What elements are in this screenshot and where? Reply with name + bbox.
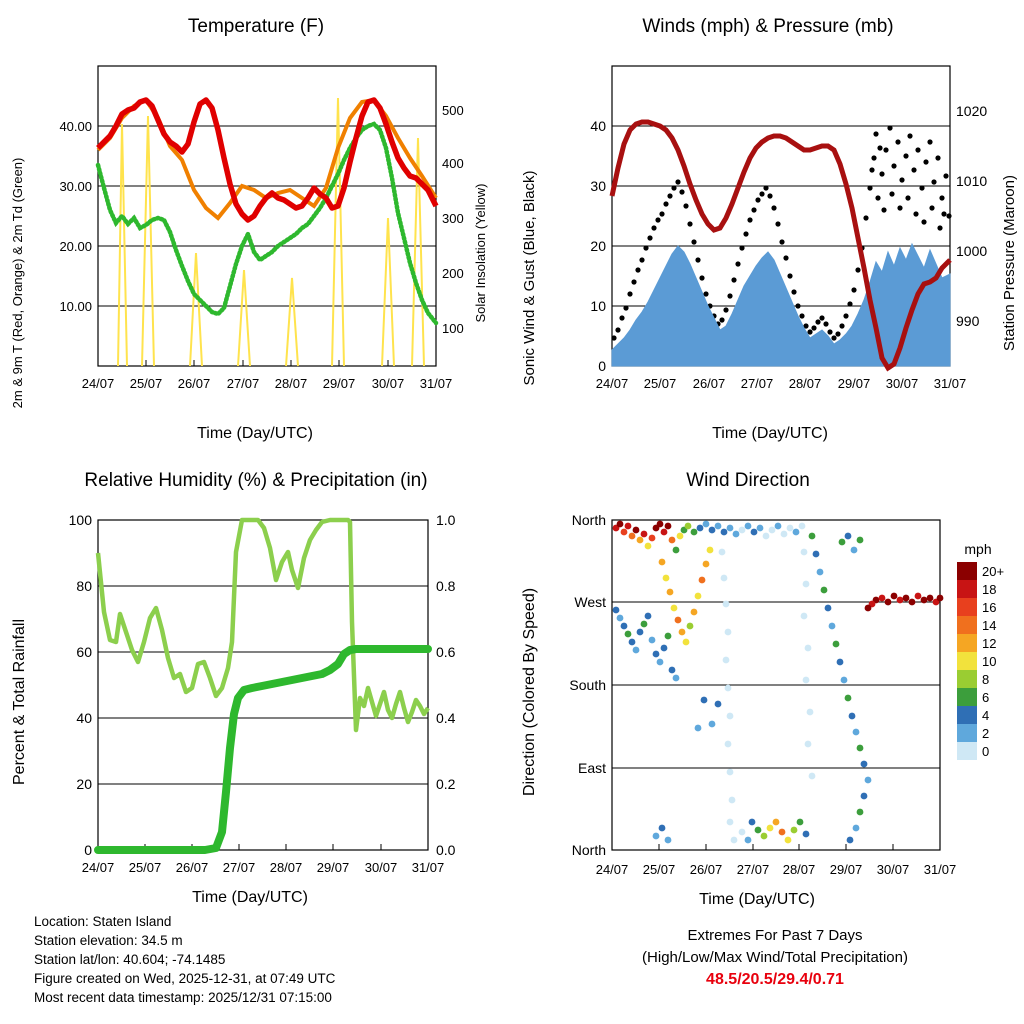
panel-temperature	[0, 16, 512, 456]
svg-text:20: 20	[76, 776, 92, 792]
svg-text:East: East	[577, 760, 606, 776]
svg-text:28/07: 28/07	[269, 860, 303, 875]
svg-text:0.0: 0.0	[436, 842, 456, 858]
temperature-ytick-20: 20.00	[59, 239, 92, 254]
temperature-ytick-right-200: 200	[442, 266, 464, 281]
temperature-ytick-40: 40.00	[59, 119, 92, 134]
svg-text:40: 40	[590, 118, 606, 134]
svg-text:27/07: 27/07	[736, 862, 770, 877]
svg-text:28/07: 28/07	[274, 376, 308, 391]
svg-text:28/07: 28/07	[782, 862, 816, 877]
panel-winds	[512, 16, 1024, 456]
svg-text:0.6: 0.6	[436, 644, 456, 660]
colorbar-label-4: 4	[982, 708, 990, 723]
humidity-ylabel-left: Percent & Total Rainfall	[11, 618, 28, 786]
winds-ylabel-left: Sonic Wind & Gust (Blue, Black)	[521, 170, 538, 386]
temperature-ytick-30: 30.00	[59, 179, 92, 194]
winds-yticks-left	[590, 118, 606, 374]
svg-text:South: South	[569, 677, 606, 693]
svg-text:31/07: 31/07	[923, 862, 957, 877]
svg-text:26/07: 26/07	[689, 862, 723, 877]
svg-text:0.8: 0.8	[436, 578, 456, 594]
colorbar-title: mph	[964, 541, 992, 557]
svg-text:29/07: 29/07	[316, 860, 350, 875]
svg-text:24/07: 24/07	[595, 376, 629, 391]
temperature-ytick-right-100: 100	[442, 321, 464, 336]
svg-text:24/07: 24/07	[81, 376, 115, 391]
svg-text:29/07: 29/07	[322, 376, 356, 391]
colorbar-label-6: 6	[982, 690, 990, 705]
winds-title: Winds (mph) & Pressure (mb)	[642, 16, 894, 37]
extremes-heading: Extremes For Past 7 Days	[687, 927, 863, 944]
humidity-xlabel: Time (Day/UTC)	[192, 889, 308, 906]
humidity-xticks	[82, 860, 445, 875]
temperature-ytick-right-500: 500	[442, 103, 464, 118]
colorbar-label-2: 2	[982, 726, 990, 741]
winddir-colorbar	[957, 541, 1004, 760]
panel-wind-direction	[512, 470, 1024, 920]
svg-text:28/07: 28/07	[788, 376, 822, 391]
svg-text:31/07: 31/07	[419, 376, 453, 391]
humidity-yticks-right	[436, 512, 456, 858]
svg-text:0: 0	[598, 358, 606, 374]
svg-text:29/07: 29/07	[837, 376, 871, 391]
temperature-ylabel-left: 2m & 9m T (Red, Orange) & 2m Td (Green)	[10, 157, 25, 409]
svg-text:20: 20	[590, 238, 606, 254]
winds-yticks-right	[956, 103, 987, 329]
colorbar-label-14: 14	[982, 618, 997, 633]
svg-text:1010: 1010	[956, 173, 988, 189]
svg-text:North: North	[571, 842, 606, 858]
svg-text:26/07: 26/07	[692, 376, 726, 391]
svg-text:27/07: 27/07	[740, 376, 774, 391]
svg-text:0: 0	[84, 842, 92, 858]
colorbar-label-20: 20+	[982, 564, 1005, 579]
svg-text:25/07: 25/07	[128, 860, 162, 875]
elevation-text: Station elevation: 34.5 m	[34, 933, 183, 948]
figure-created-text: Figure created on Wed, 2025-12-31, at 07:49 UTC	[34, 971, 336, 986]
svg-text:25/07: 25/07	[642, 862, 676, 877]
winds-xlabel: Time (Day/UTC)	[712, 425, 828, 442]
svg-text:60: 60	[76, 644, 92, 660]
recent-data-text: Most recent data timestamp: 2025/12/31 07:15:00	[34, 990, 332, 1005]
svg-text:30/07: 30/07	[876, 862, 910, 877]
svg-text:29/07: 29/07	[829, 862, 863, 877]
location-text: Location: Staten Island	[34, 914, 172, 929]
svg-text:24/07: 24/07	[81, 860, 115, 875]
svg-text:0.4: 0.4	[436, 710, 456, 726]
extremes-subheading: (High/Low/Max Wind/Total Precipitation)	[642, 949, 908, 966]
svg-text:100: 100	[68, 512, 92, 528]
colorbar-label-16: 16	[982, 600, 997, 615]
temperature-xlabel: Time (Day/UTC)	[197, 425, 313, 442]
svg-text:0.2: 0.2	[436, 776, 456, 792]
temperature-title: Temperature (F)	[187, 16, 325, 37]
svg-text:West: West	[574, 594, 606, 610]
svg-text:25/07: 25/07	[643, 376, 677, 391]
svg-text:1000: 1000	[956, 243, 988, 259]
winddir-ylabel: Direction (Colored By Speed)	[521, 587, 538, 797]
svg-text:30/07: 30/07	[364, 860, 398, 875]
winds-plot-area	[590, 66, 987, 391]
humidity-yticks-left	[69, 512, 93, 858]
temperature-ytick-right-400: 400	[442, 156, 464, 171]
svg-text:26/07: 26/07	[177, 376, 211, 391]
colorbar-label-12: 12	[982, 636, 997, 651]
svg-text:1020: 1020	[956, 103, 988, 119]
colorbar-label-0: 0	[982, 744, 990, 759]
station-metadata	[34, 912, 335, 1007]
winddir-plot-area	[569, 512, 956, 877]
temperature-ylabel-right: Solar Insolation (Yellow)	[473, 183, 488, 323]
temperature-ytick-10: 10.00	[59, 299, 92, 314]
svg-text:990: 990	[956, 313, 980, 329]
svg-text:40: 40	[76, 710, 92, 726]
colorbar-label-18: 18	[982, 582, 997, 597]
svg-text:31/07: 31/07	[411, 860, 445, 875]
temperature-ytick-right-300: 300	[442, 211, 464, 226]
humidity-plot-area	[69, 512, 456, 875]
winddir-yticks	[569, 512, 606, 858]
svg-text:30/07: 30/07	[885, 376, 919, 391]
humidity-chart	[0, 492, 512, 912]
svg-text:31/07: 31/07	[933, 376, 967, 391]
svg-text:27/07: 27/07	[226, 376, 260, 391]
winds-ylabel-right: Station Pressure (Maroon)	[1001, 175, 1018, 351]
winds-xticks	[596, 376, 967, 391]
winddir-chart	[512, 492, 1024, 912]
winddir-xlabel: Time (Day/UTC)	[699, 891, 815, 908]
svg-text:26/07: 26/07	[175, 860, 209, 875]
svg-text:80: 80	[76, 578, 92, 594]
humidity-title: Relative Humidity (%) & Precipitation (in)	[84, 470, 428, 491]
svg-text:30: 30	[590, 178, 606, 194]
winddir-title: Wind Direction	[686, 470, 810, 491]
svg-text:10: 10	[590, 298, 606, 314]
svg-text:27/07: 27/07	[222, 860, 256, 875]
extremes-block	[560, 925, 990, 991]
panel-humidity	[0, 470, 512, 920]
temperature-xticks	[82, 376, 453, 391]
winds-chart	[512, 38, 1024, 448]
colorbar-label-10: 10	[982, 654, 997, 669]
svg-text:25/07: 25/07	[129, 376, 163, 391]
svg-text:24/07: 24/07	[595, 862, 629, 877]
latlon-text: Station lat/lon: 40.604; -74.1485	[34, 952, 226, 967]
extremes-values: 48.5/20.5/29.4/0.71	[706, 971, 844, 988]
svg-text:1.0: 1.0	[436, 512, 456, 528]
winddir-xticks	[596, 862, 957, 877]
svg-text:30/07: 30/07	[371, 376, 405, 391]
temperature-plot-area	[59, 66, 463, 391]
svg-text:North: North	[571, 512, 606, 528]
colorbar-label-8: 8	[982, 672, 990, 687]
temperature-chart	[0, 38, 512, 448]
